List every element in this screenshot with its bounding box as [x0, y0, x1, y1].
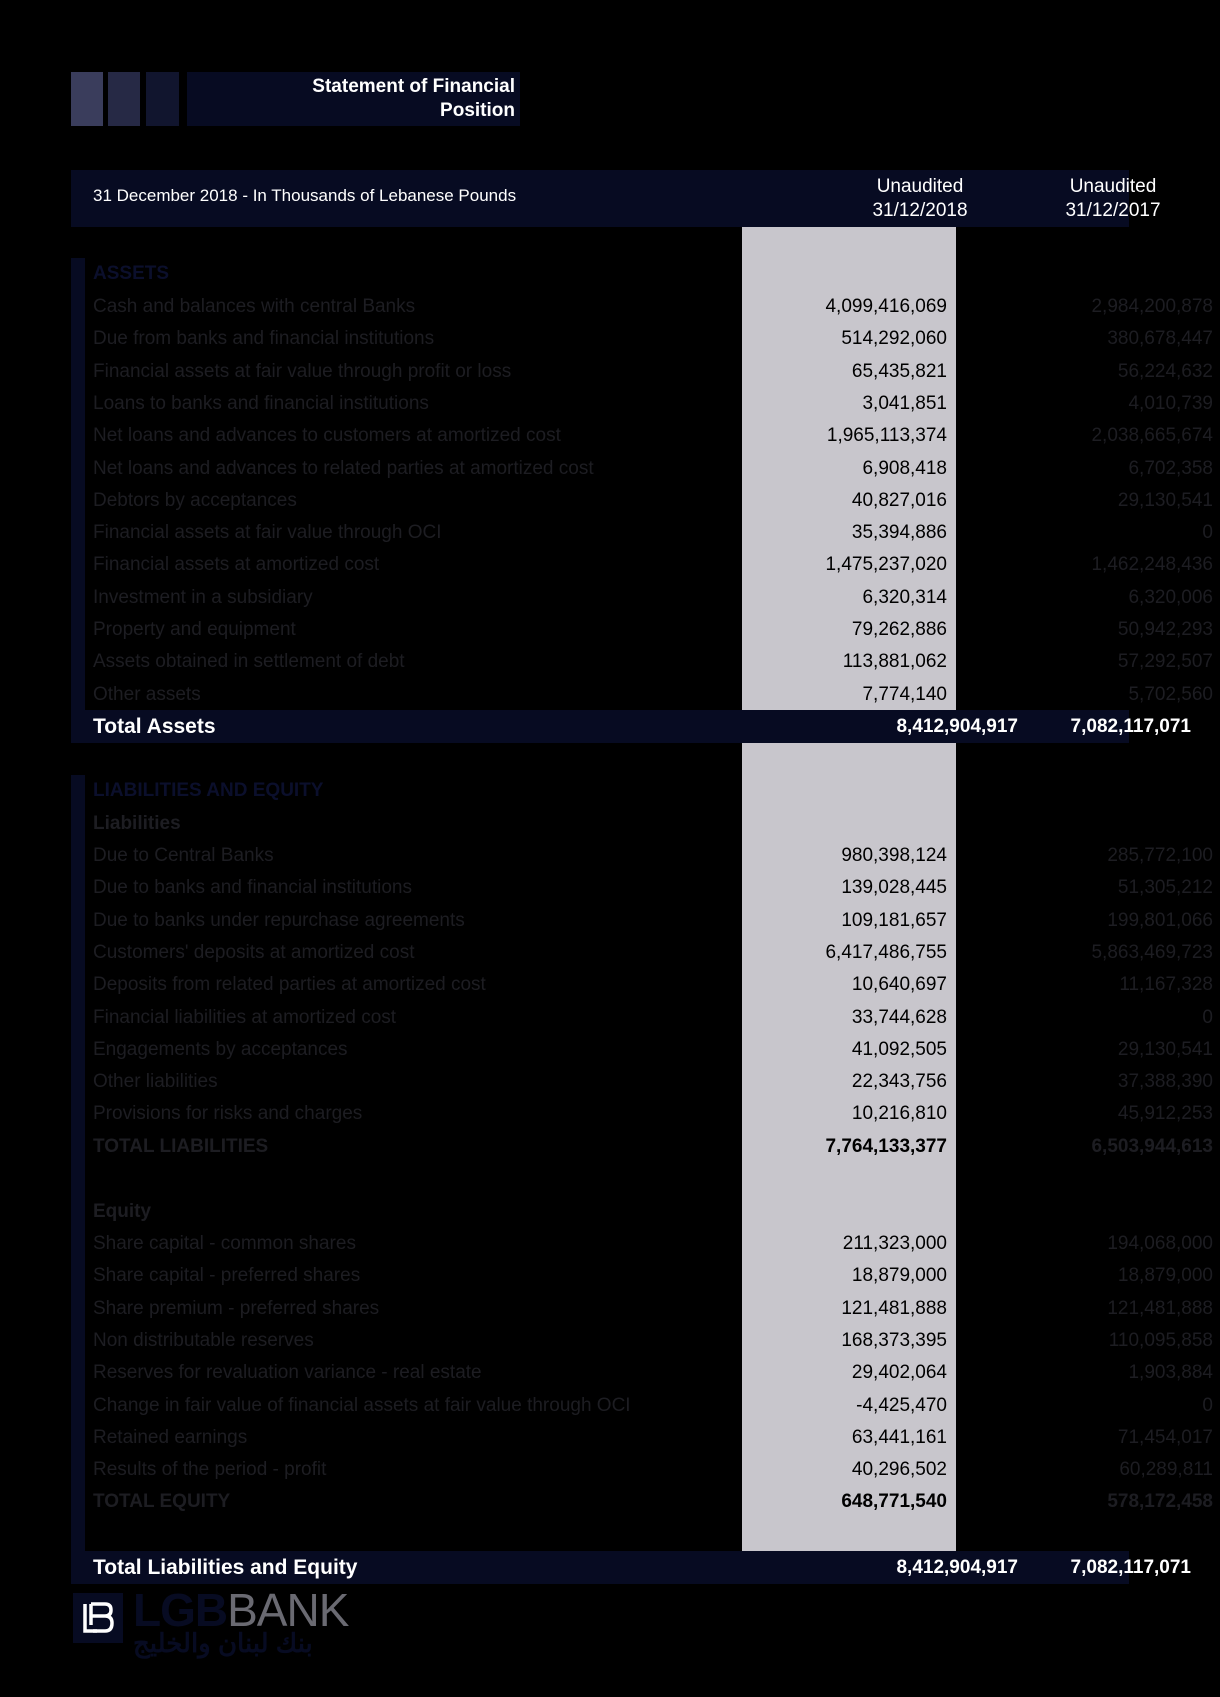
- asset-value-2018: 7,774,140: [862, 683, 947, 705]
- total-assets-row: [71, 710, 1191, 743]
- liability-value-2017: 45,912,253: [1117, 1103, 1213, 1125]
- asset-value-2018: 6,908,418: [862, 457, 947, 479]
- liability-value-2017: 51,305,212: [1117, 877, 1213, 899]
- liability-label: Due to banks under repurchase agreements: [93, 909, 465, 931]
- asset-row: [93, 517, 1213, 549]
- asset-label: Financial assets at fair value through profit or loss: [93, 360, 512, 382]
- liability-row: [93, 905, 1213, 937]
- liability-label: Provisions for risks and charges: [93, 1103, 363, 1125]
- equity-label: Retained earnings: [93, 1426, 248, 1448]
- equity-label: Results of the period - profit: [93, 1459, 327, 1481]
- equity-label: Share premium - preferred shares: [93, 1297, 380, 1319]
- asset-label: Net loans and advances to related parties at amortized cost: [93, 457, 594, 479]
- equity-value-2018: 211,323,000: [842, 1233, 947, 1254]
- equity-row: [93, 1422, 1213, 1454]
- asset-value-2018: 3,041,851: [862, 392, 947, 414]
- asset-value-2017: 6,702,358: [1128, 457, 1213, 479]
- equity-label: Non distributable reserves: [93, 1329, 314, 1351]
- asset-value-2018: 514,292,060: [841, 328, 947, 350]
- total-liabilities-equity-2018: 8,412,904,917: [896, 1557, 1018, 1578]
- total-liabilities-equity-2017: 7,082,117,071: [1070, 1557, 1191, 1578]
- asset-value-2017: 4,010,739: [1128, 392, 1213, 414]
- asset-label: Other assets: [93, 683, 201, 705]
- lgb-logo-icon: [73, 1593, 123, 1643]
- lgb-monogram-icon: [73, 1593, 123, 1643]
- asset-label: Debtors by acceptances: [93, 489, 297, 511]
- equity-row: [93, 1390, 1213, 1422]
- liability-value-2017: 199,801,066: [1107, 909, 1213, 931]
- total-equity-2017: 578,172,458: [1107, 1491, 1213, 1512]
- liability-value-2018: 109,181,657: [841, 909, 947, 931]
- asset-label: Assets obtained in settlement of debt: [93, 651, 405, 673]
- liabilities-equity-heading: LIABILITIES AND EQUITY: [93, 780, 324, 801]
- asset-value-2017: 56,224,632: [1117, 360, 1213, 382]
- asset-value-2017: 6,320,006: [1128, 586, 1213, 608]
- asset-row: [93, 388, 1213, 420]
- header-block-2: [108, 72, 140, 126]
- asset-row: [93, 420, 1213, 452]
- equity-value-2017: 1,903,884: [1128, 1362, 1213, 1384]
- liability-row: [93, 937, 1213, 969]
- asset-value-2018: 79,262,886: [851, 619, 947, 640]
- column-header-2017: Unaudited 31/12/2017: [1065, 176, 1161, 221]
- total-liabilities-equity-label: Total Liabilities and Equity: [93, 1556, 358, 1579]
- liability-label: Due to banks and financial institutions: [93, 877, 412, 899]
- equity-label: Reserves for revaluation variance - real estate: [93, 1362, 482, 1384]
- asset-value-2018: 4,099,416,069: [825, 296, 947, 317]
- liability-value-2018: 41,092,505: [851, 1038, 947, 1060]
- asset-value-2017: 0: [1202, 522, 1213, 544]
- equity-value-2018: 29,402,064: [851, 1362, 947, 1384]
- total-equity-row: [93, 1486, 1213, 1518]
- equity-value-2018: 40,296,502: [851, 1459, 947, 1481]
- asset-value-2017: 57,292,507: [1117, 651, 1213, 673]
- asset-label: Loans to banks and financial institutions: [93, 392, 429, 414]
- equity-label: Change in fair value of financial assets at fair value through OCI: [93, 1394, 631, 1416]
- asset-value-2017: 29,130,541: [1117, 489, 1213, 511]
- logo-bank-text: BANK: [227, 1584, 349, 1636]
- equity-row: [93, 1325, 1213, 1357]
- liability-row: [93, 840, 1213, 872]
- asset-label: Due from banks and financial institutions: [93, 328, 435, 350]
- equity-value-2018: 18,879,000: [851, 1265, 947, 1287]
- liability-value-2017: 37,388,390: [1117, 1071, 1213, 1093]
- total-liabilities-2017: 6,503,944,613: [1091, 1136, 1213, 1157]
- equity-row: [93, 1260, 1213, 1292]
- asset-row: [93, 679, 1213, 711]
- total-assets-2018: 8,412,904,917: [896, 716, 1018, 737]
- page-title: [187, 72, 520, 126]
- liabilities-heading: Liabilities: [93, 813, 181, 834]
- asset-row: [93, 453, 1213, 485]
- liability-label: Other liabilities: [93, 1071, 218, 1093]
- liability-value-2017: 0: [1202, 1006, 1213, 1028]
- asset-value-2017: 2,984,200,878: [1091, 296, 1213, 317]
- asset-value-2018: 35,394,886: [851, 522, 947, 544]
- liability-label: Deposits from related parties at amortized cost: [93, 974, 486, 996]
- logo-arabic-text: بنك لبنان والخليج: [133, 1628, 313, 1658]
- equity-row: [93, 1293, 1213, 1325]
- asset-label: Financial assets at amortized cost: [93, 554, 380, 576]
- equity-value-2018: 168,373,395: [841, 1329, 947, 1351]
- equity-value-2017: 110,095,858: [1108, 1329, 1213, 1351]
- liability-label: Financial liabilities at amortized cost: [93, 1006, 397, 1028]
- asset-label: Investment in a subsidiary: [93, 586, 313, 608]
- liability-row: [93, 1066, 1213, 1098]
- asset-value-2017: 380,678,447: [1107, 328, 1213, 350]
- asset-row: [93, 323, 1213, 355]
- asset-row: [93, 356, 1213, 388]
- equity-value-2018: 121,481,888: [841, 1297, 947, 1319]
- liability-value-2017: 11,167,328: [1119, 974, 1213, 996]
- asset-value-2017: 5,702,560: [1128, 683, 1213, 705]
- liability-value-2018: 6,417,486,755: [825, 941, 947, 963]
- liability-label: Customers' deposits at amortized cost: [93, 941, 415, 963]
- column-header-bar: [71, 170, 1161, 227]
- equity-value-2017: 194,068,000: [1107, 1233, 1213, 1254]
- equity-row: [93, 1228, 1213, 1260]
- page-title-line1: Statement of Financial: [312, 76, 515, 97]
- liability-row: [93, 872, 1213, 904]
- liabilities-accent-bar: [71, 775, 85, 1551]
- equity-row: [93, 1454, 1213, 1486]
- total-equity-2018: 648,771,540: [841, 1491, 947, 1512]
- liability-row: [93, 1002, 1213, 1034]
- total-liabilities-label: TOTAL LIABILITIES: [93, 1136, 269, 1157]
- liability-value-2018: 22,343,756: [851, 1071, 947, 1093]
- total-equity-label: TOTAL EQUITY: [93, 1491, 231, 1512]
- total-liabilities-row: [93, 1131, 1213, 1163]
- asset-value-2018: 40,827,016: [851, 489, 947, 511]
- asset-label: Cash and balances with central Banks: [93, 296, 416, 317]
- liability-row: [93, 969, 1213, 1001]
- liability-value-2018: 139,028,445: [841, 877, 947, 899]
- equity-value-2018: -4,425,470: [856, 1394, 947, 1416]
- asset-value-2017: 2,038,665,674: [1091, 425, 1213, 447]
- liability-value-2017: 29,130,541: [1117, 1038, 1213, 1060]
- asset-label: Financial assets at fair value through OCI: [93, 522, 442, 544]
- liability-value-2018: 10,216,810: [851, 1103, 947, 1125]
- liability-value-2017: 5,863,469,723: [1091, 941, 1213, 963]
- asset-value-2017: 50,942,293: [1117, 619, 1213, 640]
- asset-label: Net loans and advances to customers at amortized cost: [93, 425, 561, 447]
- liability-value-2018: 980,398,124: [841, 845, 947, 866]
- liability-label: Due to Central Banks: [93, 845, 274, 866]
- equity-value-2017: 121,481,888: [1107, 1297, 1213, 1319]
- equity-value-2017: 18,879,000: [1117, 1265, 1213, 1287]
- liability-value-2017: 285,772,100: [1107, 845, 1213, 866]
- assets-accent-bar: [71, 258, 85, 710]
- statement-subtitle: 31 December 2018 - In Thousands of Lebanese Pounds: [93, 186, 517, 205]
- total-assets-2017: 7,082,117,071: [1070, 716, 1191, 737]
- equity-value-2018: 63,441,161: [851, 1426, 947, 1448]
- column-header-2018: Unaudited 31/12/2018: [872, 176, 968, 221]
- asset-row: [93, 291, 1213, 323]
- liability-value-2018: 10,640,697: [851, 974, 947, 996]
- page-title-line2: Position: [440, 100, 515, 121]
- liability-row: [93, 1034, 1213, 1066]
- equity-heading: Equity: [93, 1201, 152, 1222]
- total-liabilities-2018: 7,764,133,377: [825, 1136, 947, 1157]
- header-block-1: [71, 72, 103, 126]
- asset-row: [93, 485, 1213, 517]
- asset-value-2017: 1,462,248,436: [1091, 554, 1213, 576]
- asset-row: [93, 646, 1213, 678]
- total-assets-label: Total Assets: [93, 715, 216, 738]
- total-liabilities-equity-row: [71, 1551, 1191, 1584]
- logo-lgb-text: LGB: [133, 1584, 228, 1636]
- equity-label: Share capital - common shares: [93, 1233, 356, 1254]
- equity-label: Share capital - preferred shares: [93, 1265, 361, 1287]
- asset-row: [93, 549, 1213, 581]
- asset-value-2018: 113,881,062: [842, 651, 947, 673]
- asset-row: [93, 614, 1213, 646]
- assets-heading: ASSETS: [93, 263, 170, 284]
- asset-value-2018: 1,965,113,374: [826, 425, 947, 447]
- equity-value-2017: 0: [1202, 1394, 1213, 1416]
- liability-row: [93, 1098, 1213, 1130]
- asset-row: [93, 582, 1213, 614]
- asset-label: Property and equipment: [93, 619, 296, 640]
- liability-label: Engagements by acceptances: [93, 1038, 348, 1060]
- asset-value-2018: 65,435,821: [851, 360, 947, 382]
- header-block-3: [146, 72, 179, 126]
- liability-value-2018: 33,744,628: [851, 1006, 947, 1028]
- equity-value-2017: 60,289,811: [1119, 1459, 1213, 1481]
- asset-value-2018: 1,475,237,020: [825, 554, 947, 576]
- equity-row: [93, 1357, 1213, 1389]
- equity-value-2017: 71,454,017: [1117, 1426, 1213, 1448]
- asset-value-2018: 6,320,314: [862, 586, 947, 608]
